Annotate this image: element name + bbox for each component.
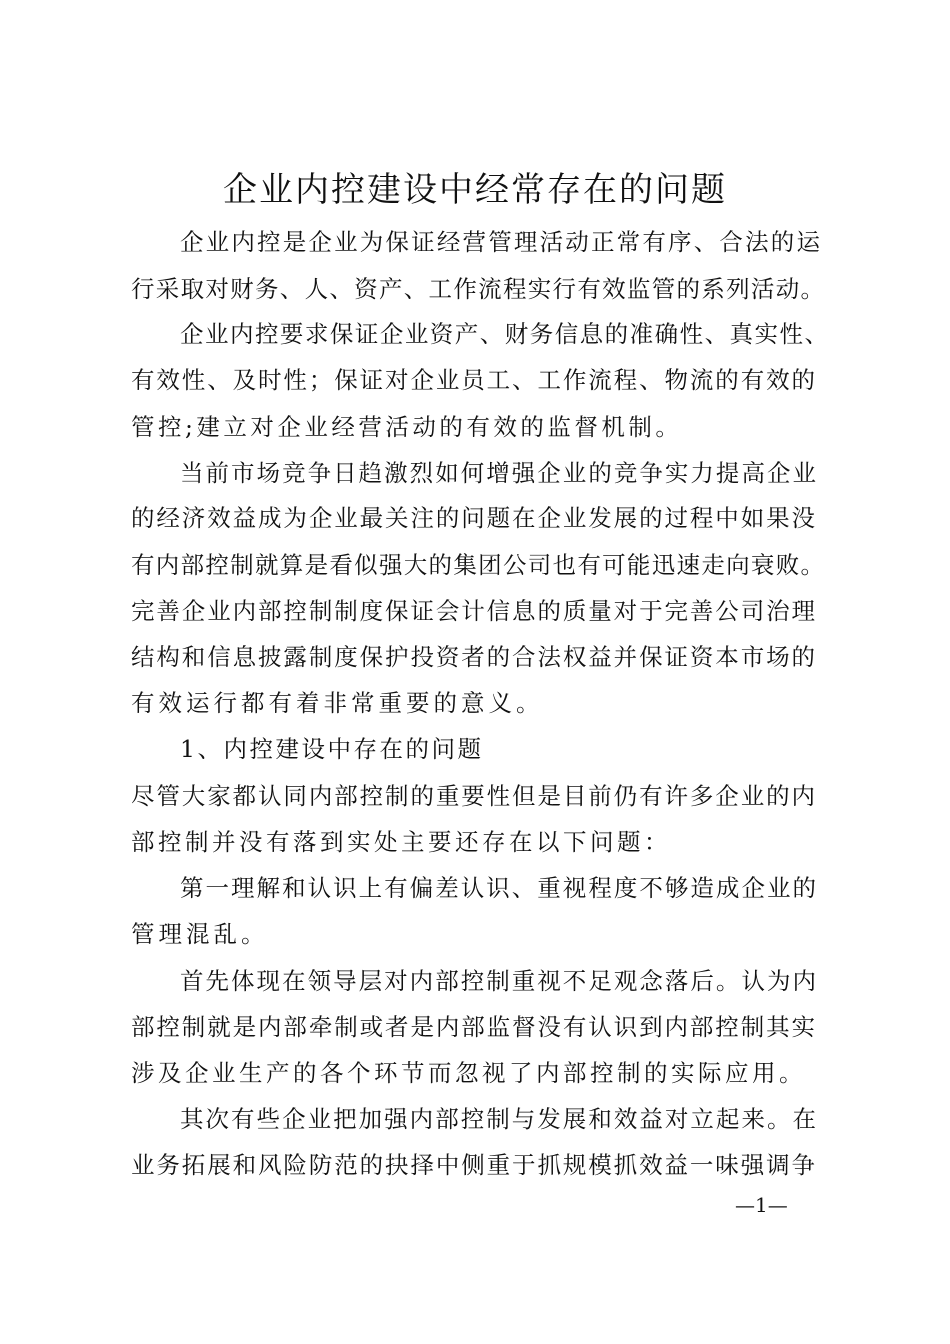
page-number: —1— bbox=[735, 1193, 788, 1217]
paragraph-line: 有效性、及时性；保证对企业员工、工作流程、物流的有效的 bbox=[131, 366, 815, 394]
paragraph-line: 业务拓展和风险防范的抉择中侧重于抓规模抓效益一味强调争 bbox=[131, 1151, 815, 1179]
paragraph-line: 完善企业内部控制制度保证会计信息的质量对于完善公司治理 bbox=[131, 597, 815, 625]
paragraph-line: 部控制就是内部牵制或者是内部监督没有认识到内部控制其实 bbox=[131, 1013, 815, 1041]
paragraph-line: 的经济效益成为企业最关注的问题在企业发展的过程中如果没 bbox=[131, 504, 815, 532]
paragraph-line: 管理混乱。 bbox=[131, 920, 269, 948]
paragraph-line: 企业内控要求保证企业资产、财务信息的准确性、真实性、 bbox=[180, 320, 828, 348]
paragraph-line: 涉及企业生产的各个环节而忽视了内部控制的实际应用。 bbox=[131, 1059, 806, 1087]
document-title: 企业内控建设中经常存在的问题 bbox=[223, 170, 727, 210]
paragraph-line: 有效运行都有着非常重要的意义。 bbox=[131, 689, 544, 717]
paragraph-line: 首先体现在领导层对内部控制重视不足观念落后。认为内 bbox=[180, 967, 816, 995]
paragraph-line: 企业内控是企业为保证经营管理活动正常有序、合法的运 bbox=[180, 228, 820, 256]
paragraph-line: 结构和信息披露制度保护投资者的合法权益并保证资本市场的 bbox=[131, 643, 815, 671]
section-heading: 1、内控建设中存在的问题 bbox=[180, 735, 484, 763]
paragraph-line: 其次有些企业把加强内部控制与发展和效益对立起来。在 bbox=[180, 1105, 816, 1133]
paragraph-line: 部控制并没有落到实处主要还存在以下问题： bbox=[131, 828, 671, 856]
paragraph-line: 当前市场竞争日趋激烈如何增强企业的竞争实力提高企业 bbox=[180, 459, 816, 487]
paragraph-line: 有内部控制就算是看似强大的集团公司也有可能迅速走向衰败。 bbox=[131, 551, 824, 579]
paragraph-line: 尽管大家都认同内部控制的重要性但是目前仍有许多企业的内 bbox=[131, 782, 815, 810]
paragraph-line: 管控;建立对企业经营活动的有效的监督机制。 bbox=[131, 413, 683, 441]
paragraph-line: 行采取对财务、人、资产、工作流程实行有效监管的系列活动。 bbox=[131, 275, 824, 303]
paragraph-line: 第一理解和认识上有偏差认识、重视程度不够造成企业的 bbox=[180, 874, 816, 902]
